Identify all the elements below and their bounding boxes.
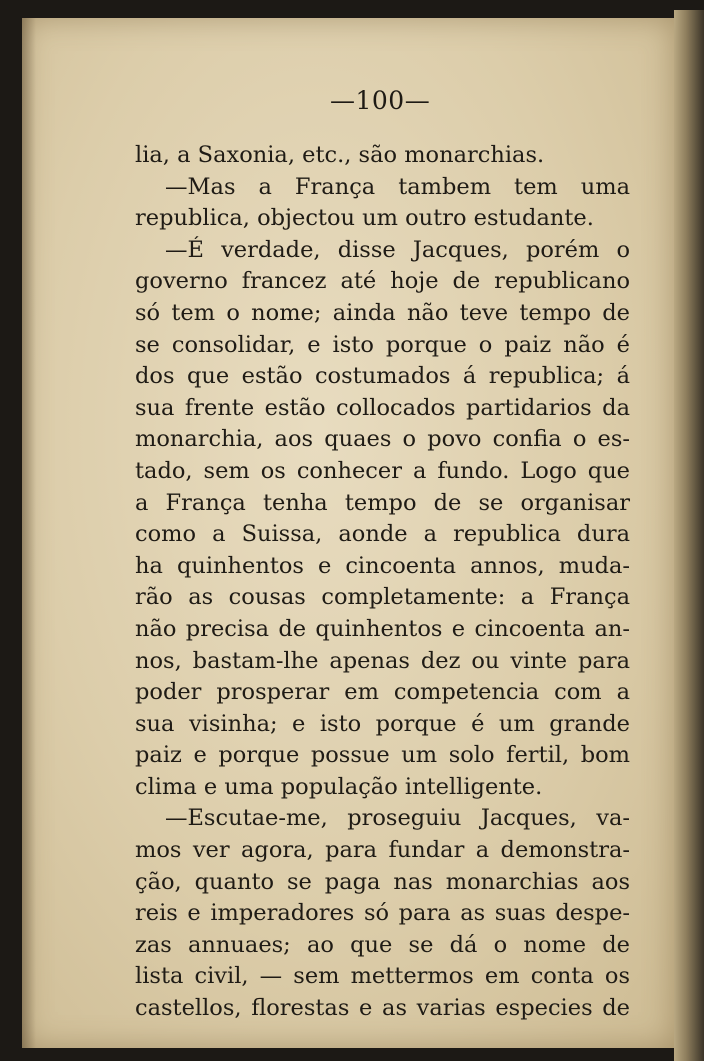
text-line: se consolidar, e isto porque o paiz não é [135,331,630,358]
text-line: rão as cousas completamente: a França [135,584,630,611]
text-line: sua frente estão collocados partidarios da [135,394,630,421]
text-line: zas annuaes; ao que se dá o nome de [135,931,630,958]
text-line: castellos, florestas e as varias especies de [135,995,630,1022]
text-line: nos, bastam-lhe apenas dez ou vinte para [135,647,630,674]
page-gutter-shadow [22,18,36,1048]
text-line: ção, quanto se paga nas monarchias aos [135,868,630,895]
book-spine-edge [674,10,704,1061]
text-line: —É verdade, disse Jacques, porém o [165,236,630,263]
text-line: só tem o nome; ainda não teve tempo de [135,299,630,326]
text-line: sua visinha; e isto porque é um grande [135,710,630,737]
text-line: lista civil, — sem mettermos em conta os [135,963,630,990]
text-line: paiz e porque possue um solo fertil, bom [135,742,630,769]
text-line: mos ver agora, para fundar a demonstra- [135,837,630,864]
text-line: dos que estão costumados á republica; á [135,363,630,390]
text-line: clima e uma população intelligente. [135,773,543,800]
text-line: a França tenha tempo de se organisar [135,489,630,516]
text-line: —Escutae-me, proseguiu Jacques, va- [165,805,630,832]
text-line: poder prosperar em competencia com a [135,679,630,706]
text-line: —Mas a França tambem tem uma [165,173,630,200]
text-line: tado, sem os conhecer a fundo. Logo que [135,457,630,484]
text-line: não precisa de quinhentos e cincoenta an- [135,615,630,642]
text-line: como a Suissa, aonde a republica dura [135,521,630,548]
body-text [135,140,630,1025]
text-line: ha quinhentos e cincoenta annos, muda- [135,552,630,579]
text-line: republica, objectou um outro estudante. [135,205,594,232]
text-line: reis e imperadores só para as suas despe- [135,900,630,927]
text-line: monarchia, aos quaes o povo confia o es- [135,426,630,453]
text-line: governo francez até hoje de republicano [135,268,630,295]
text-line: lia, a Saxonia, etc., são monarchias. [135,142,545,168]
page-number: —100— [330,86,431,115]
